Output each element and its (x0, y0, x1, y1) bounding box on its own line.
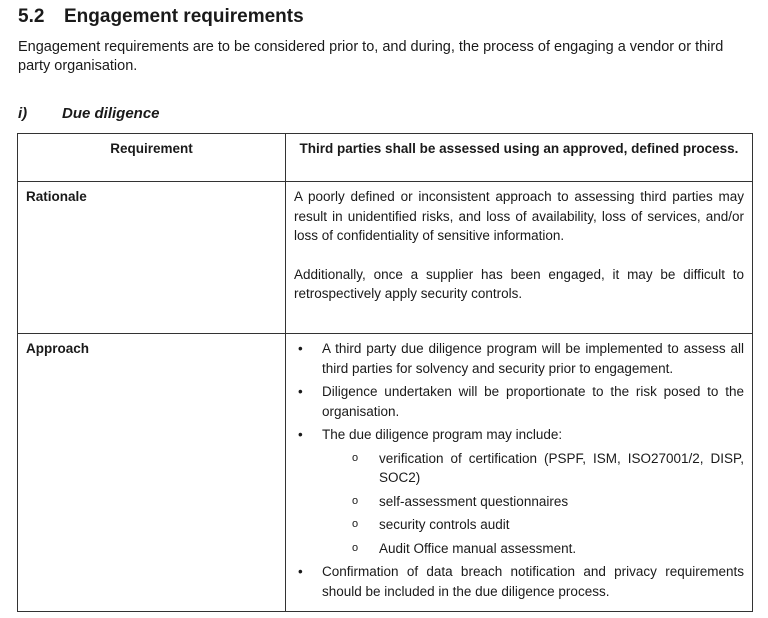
subsection-heading (18, 105, 160, 122)
rationale-paragraph: Additionally, once a supplier has been engaged, it may be difficult to retrospectively apply security controls. (294, 266, 744, 301)
requirements-table (17, 133, 753, 612)
rationale-paragraph: A poorly defined or inconsistent approach to assessing third parties may result in unidentified risks, and loss of availability, loss of services, and/or loss of confidentiality of sensitive information. (294, 189, 744, 243)
subsection-number: i) (18, 105, 28, 122)
section-number: 5.2 (18, 6, 45, 27)
list-item-text: The due diligence program may include: (322, 427, 563, 442)
sub-list-item: o Audit Office manual assessment. (322, 539, 744, 559)
approach-body (286, 334, 753, 612)
header-requirement-statement: Third parties shall be assessed using an approved, defined process. (286, 134, 753, 182)
sub-list-item: o security controls audit (322, 515, 744, 535)
rationale-label: Rationale (18, 182, 286, 334)
sub-bullet-list (322, 449, 744, 559)
sub-list-item: o self-assessment questionnaires (322, 492, 744, 512)
list-item: • A third party due diligence program will be implemented to assess all third parties for solvency and security prior to engagement. (294, 339, 744, 378)
rationale-body (286, 182, 753, 334)
table-row-rationale (18, 182, 753, 334)
list-item (294, 425, 744, 558)
approach-label: Approach (18, 334, 286, 612)
section-title: Engagement requirements (64, 6, 304, 27)
approach-bullet-list (294, 339, 744, 601)
table-header-row (18, 134, 753, 182)
section-intro: Engagement requirements are to be considered prior to, and during, the process of engaging a vendor or third party organisation. (18, 39, 724, 74)
header-requirement: Requirement (18, 134, 286, 182)
table-row-approach (18, 334, 753, 612)
sub-list-item: o verification of certification (PSPF, ISM, ISO27001/2, DISP, SOC2) (322, 449, 744, 488)
section-heading (18, 6, 304, 28)
list-item: • Diligence undertaken will be proportionate to the risk posed to the organisation. (294, 382, 744, 421)
subsection-title: Due diligence (62, 105, 160, 122)
list-item: • Confirmation of data breach notification and privacy requirements should be included in the due diligence process. (294, 562, 744, 601)
